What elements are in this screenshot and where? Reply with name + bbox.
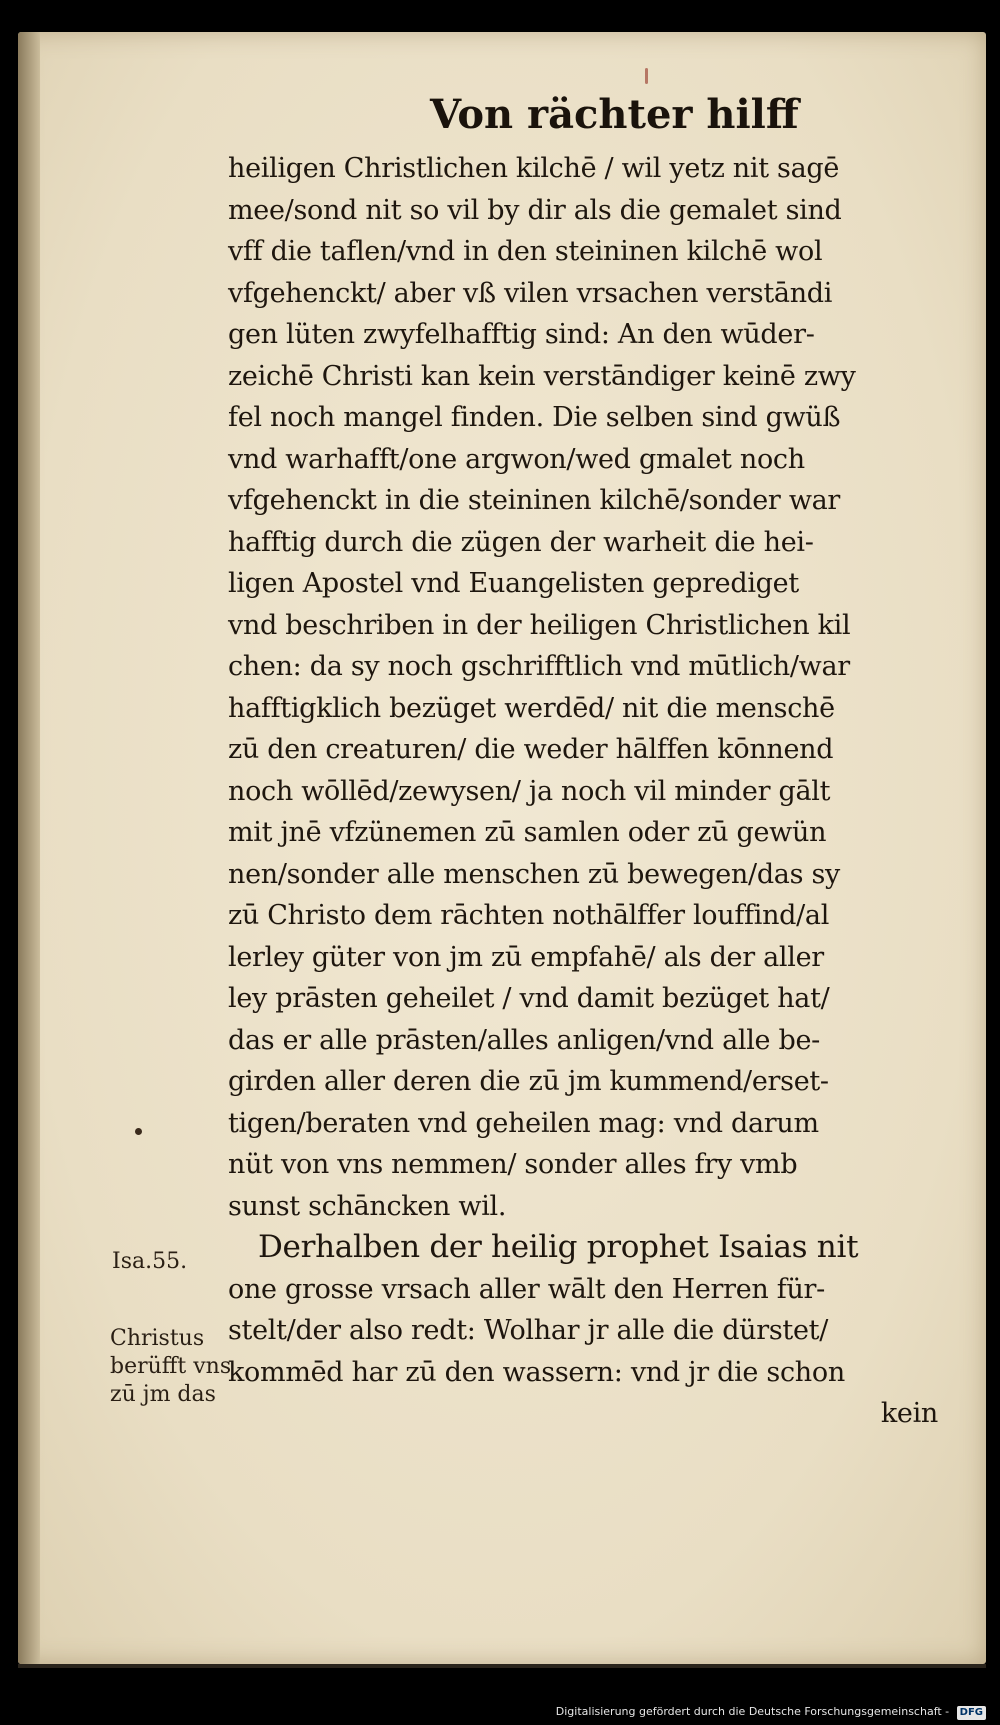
text-line: sunst schāncken wil. [228, 1190, 507, 1222]
text-line: nen/sonder alle menschen zū bewegen/das sy [228, 858, 840, 890]
page-gutter [18, 32, 40, 1664]
text-line: lerley güter von jm zū empfahē/ als der aller [228, 941, 824, 973]
text-line: heiligen Christlichen kilchē / wil yetz nit sagē [228, 153, 840, 184]
marginal-note-line: berüfft vns [110, 1354, 232, 1379]
text-line: vnd warhafft/one argwon/wed gmalet noch [228, 443, 805, 475]
paragraph-start-line: Derhalben der heilig prophet Isaias nit [258, 1229, 859, 1265]
text-line: ley prāsten geheilet / vnd damit bezüget hat/ [228, 983, 830, 1014]
dfg-logo-icon: DFG [957, 1706, 986, 1720]
text-line: zū Christo dem rāchten nothālffer louffind/al [228, 900, 830, 931]
running-head: Von rächter hilff [430, 91, 799, 138]
text-line: nüt von vns nemmen/ sonder alles fry vmb [228, 1149, 798, 1180]
text-line: vfgehenckt in die steininen kilchē/sonder war [228, 485, 841, 516]
marginal-reference: Isa.55. [112, 1249, 188, 1274]
text-line: one grosse vrsach aller wālt den Herren für- [228, 1273, 825, 1305]
text-line: zū den creaturen/ die weder hālffen kōnnend [228, 734, 834, 765]
text-line: das er alle prāsten/alles anligen/vnd alle be- [228, 1024, 820, 1056]
text-line: noch wōllēd/zewysen/ ja noch vil minder gālt [228, 775, 831, 807]
text-line: hafftig durch die zügen der warheit die hei- [228, 526, 814, 558]
marginal-note-line: Christus [110, 1326, 205, 1351]
text-line: vnd beschriben in der heiligen Christlichen kil [228, 609, 851, 641]
text-line: vfgehenckt/ aber vß vilen vrsachen verstāndi [228, 277, 833, 309]
digitization-footer [556, 1701, 986, 1723]
text-line: gen lüten zwyfelhafftig sind: An den wūder- [228, 319, 815, 350]
margin-dot [135, 1128, 142, 1135]
text-line: ligen Apostel vnd Euangelisten geprediget [228, 568, 799, 599]
text-line: zeichē Christi kan kein verstāndiger keinē zwy [228, 360, 856, 392]
text-line: chen: da sy noch gschrifftlich vnd mūtlich/war [228, 651, 850, 682]
footer-credit: Digitalisierung gefördert durch die Deutsche Forschungsgemeinschaft - [555, 1705, 950, 1718]
page-edge [18, 1664, 986, 1668]
text-line: kommēd har zū den wassern: vnd jr die schon [228, 1356, 845, 1388]
text-line: stelt/der also redt: Wolhar jr alle die dürstet/ [228, 1315, 829, 1346]
text-line: mee/sond nit so vil by dir als die gemalet sind [228, 194, 842, 226]
text-line: fel noch mangel finden. Die selben sind gwüß [228, 402, 841, 433]
marginal-note-line: zū jm das [110, 1382, 216, 1407]
text-line: hafftigklich bezüget werdēd/ nit die menschē [228, 692, 835, 724]
text-line: tigen/beraten vnd geheilen mag: vnd darum [228, 1107, 819, 1139]
catchword: kein [880, 1398, 938, 1429]
marginal-note [110, 1325, 231, 1409]
body-text [228, 148, 988, 1435]
text-line: vff die taflen/vnd in den steininen kilchē wol [228, 236, 823, 267]
text-line: mit jnē vfzünemen zū samlen oder zū gewün [228, 817, 827, 848]
text-line: girden aller deren die zū jm kummend/erset- [228, 1066, 829, 1097]
